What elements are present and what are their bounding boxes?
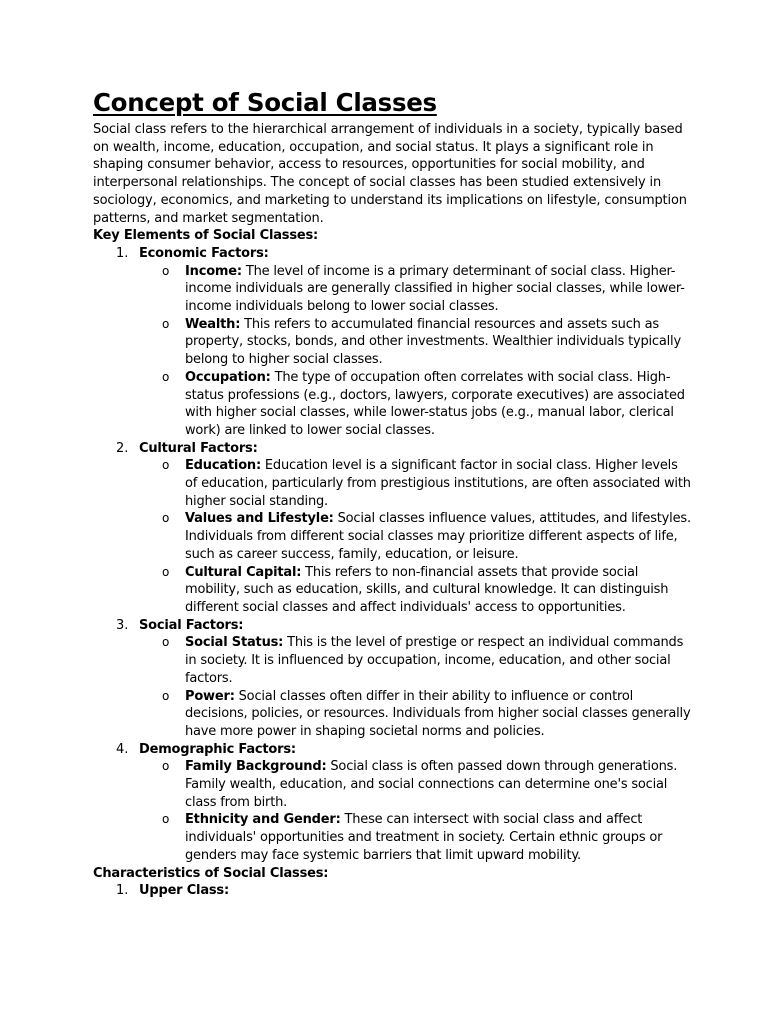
document-body bbox=[93, 121, 693, 900]
sub-list bbox=[139, 758, 693, 864]
sub-list-item bbox=[93, 758, 693, 811]
list-number: 1. bbox=[116, 245, 129, 261]
term-description: This is the level of prestige or respect an individual commands in society. It is influenced by occupation, income, education, and other social factors. bbox=[185, 635, 684, 686]
characteristics-list bbox=[93, 882, 693, 900]
list-number: 1. bbox=[116, 883, 129, 899]
bullet-marker: o bbox=[162, 564, 170, 579]
term-description: Education level is a significant factor in social class. Higher levels of education, particularly from prestigious institutions, are often associated with higher social standing. bbox=[185, 458, 691, 509]
sub-list-item bbox=[93, 688, 693, 741]
category-title: Economic Factors: bbox=[139, 245, 269, 261]
category-title: Cultural Factors: bbox=[139, 440, 258, 456]
bullet-marker: o bbox=[162, 812, 170, 827]
category-title: Demographic Factors: bbox=[139, 741, 296, 757]
bullet-marker: o bbox=[162, 511, 170, 526]
bullet-marker: o bbox=[162, 369, 170, 384]
key-elements-heading: Key Elements of Social Classes: bbox=[93, 228, 319, 244]
sub-list-item bbox=[93, 811, 693, 864]
list-item bbox=[93, 245, 693, 440]
term-label: Family Background: bbox=[185, 759, 327, 775]
term-description: The type of occupation often correlates with social class. High-status professions (e.g., doctors, lawyers, corporate executives) are associated with higher social classes, while lower-status jobs (e.g., manual labor, clerical work) are linked to lower social classes. bbox=[185, 369, 685, 438]
bullet-marker: o bbox=[162, 263, 170, 278]
term-label: Values and Lifestyle: bbox=[185, 511, 334, 527]
term-label: Occupation: bbox=[185, 369, 271, 385]
bullet-marker: o bbox=[162, 688, 170, 703]
characteristics-heading: Characteristics of Social Classes: bbox=[93, 865, 329, 881]
bullet-marker: o bbox=[162, 759, 170, 774]
term-description: Social class is often passed down through generations. Family wealth, education, and social connections can determine one's social class from birth. bbox=[185, 759, 678, 810]
sub-list bbox=[139, 457, 693, 616]
bullet-marker: o bbox=[162, 316, 170, 331]
term-label: Income: bbox=[185, 263, 242, 279]
term-description: These can intersect with social class and affect individuals' opportunities and treatment in society. Certain ethnic groups or genders may face systemic barriers that limit upward mobility. bbox=[185, 812, 663, 863]
bullet-marker: o bbox=[162, 458, 170, 473]
list-number: 3. bbox=[116, 617, 129, 633]
category-title: Social Factors: bbox=[139, 617, 244, 633]
term-label: Power: bbox=[185, 688, 235, 704]
sub-list-item bbox=[93, 263, 693, 316]
list-number: 4. bbox=[116, 741, 129, 757]
sub-list-item bbox=[93, 457, 693, 510]
term-description: This refers to non-financial assets that provide social mobility, such as education, skills, and cultural knowledge. It can distinguish different social classes and affect individuals' access to opportunities. bbox=[185, 564, 669, 615]
intro-paragraph: Social class refers to the hierarchical arrangement of individuals in a society, typically based on wealth, income, education, occupation, and social status. It plays a significant role in shaping consumer behavior, access to resources, opportunities for social mobility, and interpersonal relationships. The concept of social classes has been studied extensively in sociology, economics, and marketing to understand its implications on lifestyle, consumption patterns, and market segmentation. bbox=[93, 122, 687, 226]
term-label: Ethnicity and Gender: bbox=[185, 812, 341, 828]
term-description: Social classes often differ in their ability to influence or control decisions, policies, or resources. Individuals from higher social classes generally have more power in shaping societal norms and policies. bbox=[185, 688, 691, 739]
term-description: The level of income is a primary determinant of social class. Higher-income individuals are generally classified in higher social classes, while lower-income individuals belong to lower social classes. bbox=[185, 263, 685, 315]
sub-list-item bbox=[93, 316, 693, 369]
sub-list bbox=[139, 634, 693, 740]
sub-list-item bbox=[93, 564, 693, 617]
sub-list bbox=[139, 263, 693, 440]
bullet-marker: o bbox=[162, 635, 170, 650]
term-label: Education: bbox=[185, 458, 261, 474]
term-label: Social Status: bbox=[185, 635, 284, 651]
term-description: Social classes influence values, attitudes, and lifestyles. Individuals from different social classes may prioritize different aspects of life, such as career success, family, education, or leisure. bbox=[185, 511, 691, 562]
document-title: Concept of Social Classes bbox=[93, 88, 437, 117]
term-label: Cultural Capital: bbox=[185, 564, 302, 580]
term-label: Wealth: bbox=[185, 316, 241, 332]
sub-list-item bbox=[93, 510, 693, 563]
sub-list-item bbox=[93, 634, 693, 687]
list-number: 2. bbox=[116, 440, 129, 456]
sub-list-item bbox=[93, 369, 693, 440]
key-elements-list bbox=[93, 245, 693, 865]
term-description: This refers to accumulated financial resources and assets such as property, stocks, bonds, and other investments. Wealthier individuals typically belong to higher social classes. bbox=[185, 316, 681, 368]
list-item bbox=[93, 882, 693, 900]
list-item bbox=[93, 617, 693, 741]
category-title: Upper Class: bbox=[139, 883, 229, 899]
list-item bbox=[93, 440, 693, 617]
list-item bbox=[93, 741, 693, 865]
